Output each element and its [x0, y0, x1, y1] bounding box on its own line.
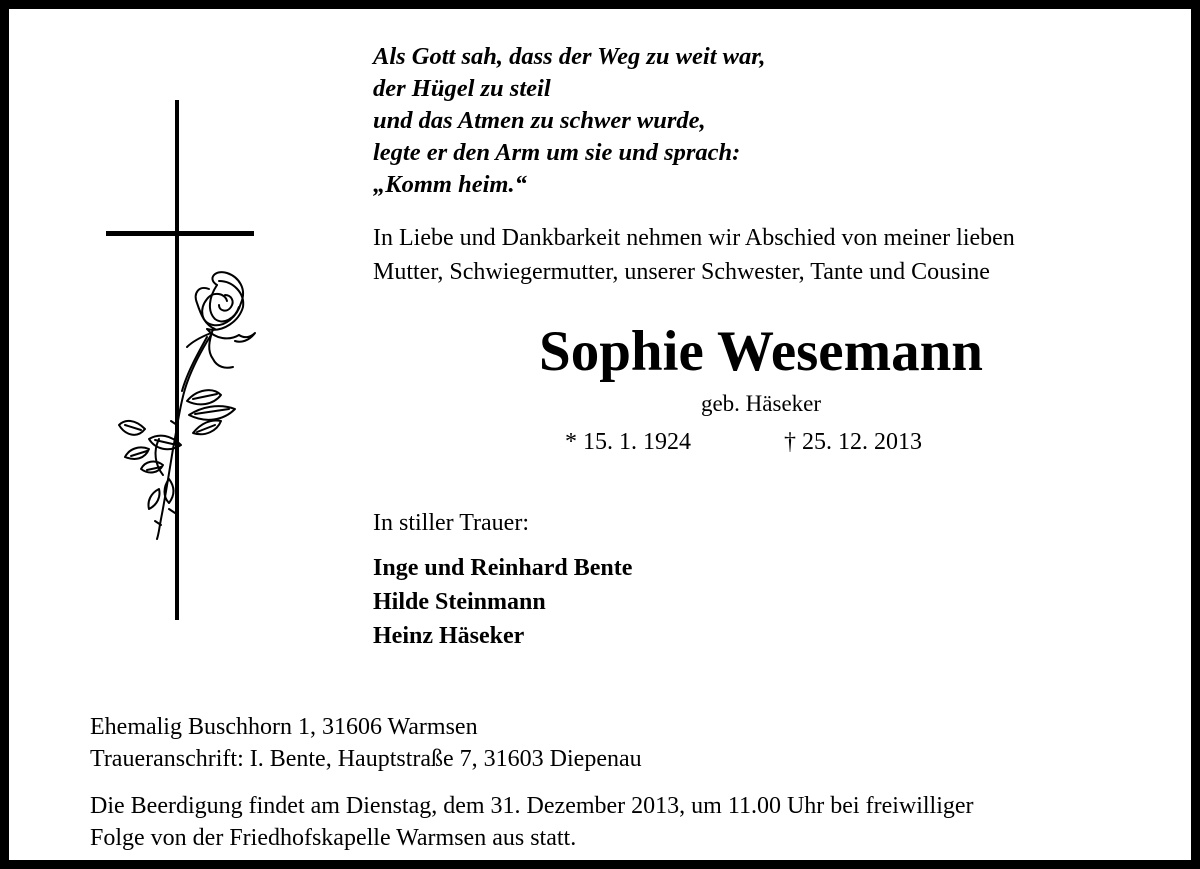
cross-with-rose — [89, 89, 289, 629]
poem-line: legte er den Arm um sie und sprach: — [373, 139, 741, 166]
address-block — [90, 711, 642, 775]
deceased-name: Sophie Wesemann — [539, 320, 983, 383]
death-date: † 25. 12. 2013 — [784, 429, 922, 455]
intro-line: Mutter, Schwiegermutter, unserer Schwester, Tante und Cousine — [373, 259, 990, 285]
poem — [373, 41, 1153, 201]
poem-line: Als Gott sah, dass der Weg zu weit war, — [373, 43, 766, 70]
birth-name: geb. Häseker — [700, 391, 822, 416]
rose-icon — [119, 272, 255, 539]
poem-line: „Komm heim.“ — [373, 171, 527, 198]
funeral-line: Folge von der Friedhofskapelle Warmsen aus statt. — [90, 825, 577, 851]
cross-icon — [106, 100, 254, 620]
poem-line: und das Atmen zu schwer wurde, — [373, 107, 706, 134]
mourner-name: Inge und Reinhard Bente — [373, 555, 633, 581]
birth-date: * 15. 1. 1924 — [565, 429, 691, 455]
mourning-address: Traueranschrift: I. Bente, Hauptstraße 7, 31603 Diepenau — [90, 746, 642, 772]
mourning-label: In stiller Trauer: — [373, 510, 529, 536]
mourners-list — [373, 551, 632, 653]
life-dates — [565, 427, 985, 457]
intro-line: In Liebe und Dankbarkeit nehmen wir Abschied von meiner lieben — [373, 225, 1015, 251]
mourner-name: Heinz Häseker — [373, 623, 525, 649]
intro-text — [373, 221, 1173, 289]
funeral-info — [90, 790, 974, 854]
mourner-name: Hilde Steinmann — [373, 589, 546, 615]
funeral-line: Die Beerdigung findet am Dienstag, dem 31. Dezember 2013, um 11.00 Uhr bei freiwilliger — [90, 793, 974, 819]
poem-line: der Hügel zu steil — [373, 75, 551, 102]
former-address: Ehemalig Buschhorn 1, 31606 Warmsen — [90, 714, 478, 740]
